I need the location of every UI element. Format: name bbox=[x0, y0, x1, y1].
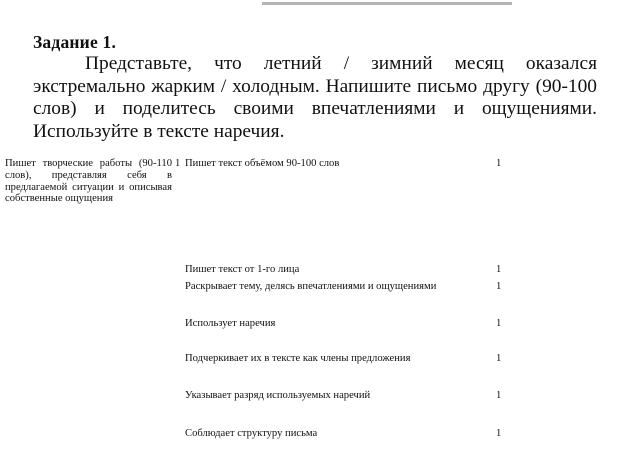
criterion-text: Подчеркивает их в тексте как члены предложения bbox=[185, 353, 411, 364]
criterion-score: 1 bbox=[496, 281, 502, 292]
criterion-score: 1 bbox=[496, 264, 502, 275]
criterion-score: 1 bbox=[496, 353, 502, 364]
criterion-score: 1 bbox=[496, 318, 502, 329]
criterion-text: Использует наречия bbox=[185, 318, 276, 329]
criterion-text: Пишет текст объёмом 90-100 слов bbox=[185, 158, 340, 169]
criterion-text: Указывает разряд используемых наречий bbox=[185, 390, 371, 401]
criterion-score: 1 bbox=[496, 158, 502, 169]
criterion-score: 1 bbox=[496, 390, 502, 401]
criterion-score: 1 bbox=[496, 428, 502, 439]
criterion-text: Соблюдает структуру письма bbox=[185, 428, 318, 439]
main-criterion-number: 1 bbox=[175, 158, 181, 169]
criterion-text: Пишет текст от 1-го лица bbox=[185, 264, 300, 275]
main-criterion-description: Пишет творческие работы (90-110 слов), представляя себя в предлагаемой ситуации и описывая собственные ощущения bbox=[5, 158, 172, 205]
criterion-text: Раскрывает тему, делясь впечатлениями и ощущениями bbox=[185, 281, 437, 292]
task-title: Задание 1. bbox=[33, 32, 117, 52]
task-text: Представьте, что летний / зимний месяц оказался экстремально жарким / холодным. Напишите письмо другу (90-100 слов) и поделитесь своими впечатлениями и ощущениями. Используйте в тексте наречия. bbox=[33, 53, 597, 142]
